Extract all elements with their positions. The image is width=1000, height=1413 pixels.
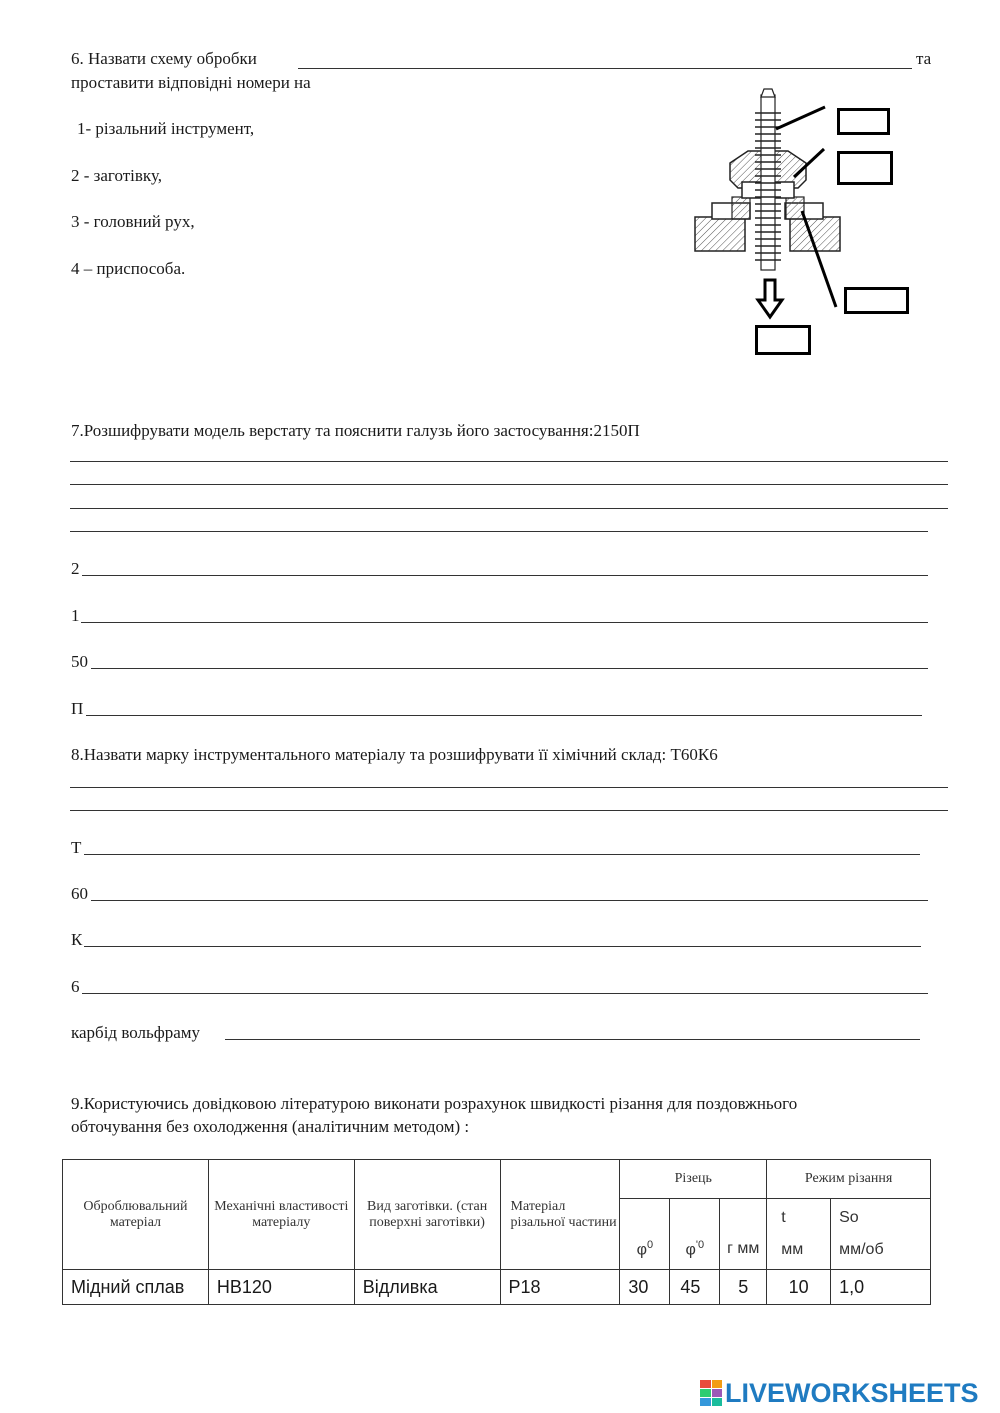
q6-line1-end: та: [916, 49, 932, 68]
q7-row-label: П: [71, 699, 84, 718]
q7-row-2[interactable]: [71, 558, 928, 580]
header-blank-type: Вид заготівки. (стан поверхні заготівки): [354, 1160, 500, 1270]
q7-row-1[interactable]: [71, 605, 928, 627]
q6-item-4: 4 – приспособа.: [71, 259, 186, 278]
cell-feed: 1,0: [831, 1270, 931, 1305]
q9-line1: 9.Користуючись довідковою літературою виконати розрахунок швидкості різання для поздовжнього: [71, 1094, 798, 1113]
q6-line2: проставити відповідні номери на: [71, 73, 311, 92]
cutting-data-table: [62, 1159, 931, 1305]
header-mechanical-properties: Механічні властивості матеріалу: [208, 1160, 354, 1270]
brand-name: LIVEWORKSHEETS: [725, 1377, 979, 1408]
cell-mech: НВ120: [208, 1270, 354, 1305]
q7-row-50[interactable]: [71, 651, 928, 673]
q8-title: 8.Назвати марку інструментального матеріалу та розшифрувати її хімічний склад: Т60К6: [71, 745, 718, 764]
q6-item-3: 3 - головний рух,: [71, 212, 195, 231]
q7-blank-2[interactable]: [70, 484, 948, 485]
q6-item-1: 1- різальний інструмент,: [77, 119, 255, 138]
header-cutting-material: Матеріал різальної частини: [500, 1160, 620, 1270]
diagram-answer-box-2[interactable]: [837, 151, 893, 185]
q8-row-label: К: [71, 930, 83, 949]
q8-row-6[interactable]: [71, 976, 928, 998]
header-cutter: Різець: [620, 1160, 767, 1199]
subheader-phi1: $\varphi^{'0}$: [670, 1199, 720, 1270]
main-motion-arrow-icon: [758, 280, 782, 317]
liveworksheets-mark-icon: [700, 1380, 722, 1406]
subheader-phi: $\varphi^0$: [620, 1199, 670, 1270]
liveworksheets-logo: [700, 1377, 979, 1409]
q8-row-label: карбід вольфраму: [71, 1023, 201, 1042]
cell-phi1: 45: [670, 1270, 720, 1305]
subheader-radius: г мм: [720, 1199, 767, 1270]
q7-row-p[interactable]: [71, 698, 922, 720]
header-cutting-mode: Режим різання: [767, 1160, 931, 1199]
q7-row-label: 2: [71, 559, 80, 578]
q8-row-60[interactable]: [71, 883, 928, 905]
q6-line1: 6. Назвати схему обробки: [71, 49, 257, 68]
q7-blank-3[interactable]: [70, 508, 948, 509]
diagram-answer-box-4[interactable]: [755, 325, 811, 355]
q7-row-label: 50: [71, 652, 88, 671]
q8-row-tungsten-carbide[interactable]: [71, 1022, 920, 1044]
cell-cutting-material: Р18: [500, 1270, 620, 1305]
cell-material: Мідний сплав: [63, 1270, 209, 1305]
q8-blank-2[interactable]: [70, 810, 948, 811]
q8-row-label: 6: [71, 977, 80, 996]
subheader-depth: t мм: [767, 1199, 831, 1270]
q8-blank-1[interactable]: [70, 787, 948, 788]
cell-radius: 5: [720, 1270, 767, 1305]
q7-row-label: 1: [71, 606, 80, 625]
q8-row-k[interactable]: [71, 929, 921, 951]
cell-blank: Відливка: [354, 1270, 500, 1305]
subheader-feed: So мм/об: [831, 1199, 931, 1270]
diagram-answer-box-3[interactable]: [844, 287, 909, 314]
q7-blank-1[interactable]: [70, 461, 948, 462]
q7-title: 7.Розшифрувати модель верстату та пояснити галузь його застосування:2150П: [71, 421, 640, 440]
q7-blank-4[interactable]: [70, 531, 928, 532]
q6-answer-blank[interactable]: [298, 68, 912, 69]
cell-phi: 30: [620, 1270, 670, 1305]
q8-row-label: Т: [71, 838, 82, 857]
cell-depth: 10: [767, 1270, 831, 1305]
diagram-answer-box-1[interactable]: [837, 108, 890, 135]
q6-item-2: 2 - заготівку,: [71, 166, 162, 185]
broaching-diagram: [690, 85, 930, 360]
header-processed-material: Оброблювальний матеріал: [63, 1160, 209, 1270]
q8-row-label: 60: [71, 884, 88, 903]
q8-row-t[interactable]: [71, 837, 920, 859]
q9-line2: обточування без охолодження (аналітичним методом) :: [71, 1117, 470, 1136]
